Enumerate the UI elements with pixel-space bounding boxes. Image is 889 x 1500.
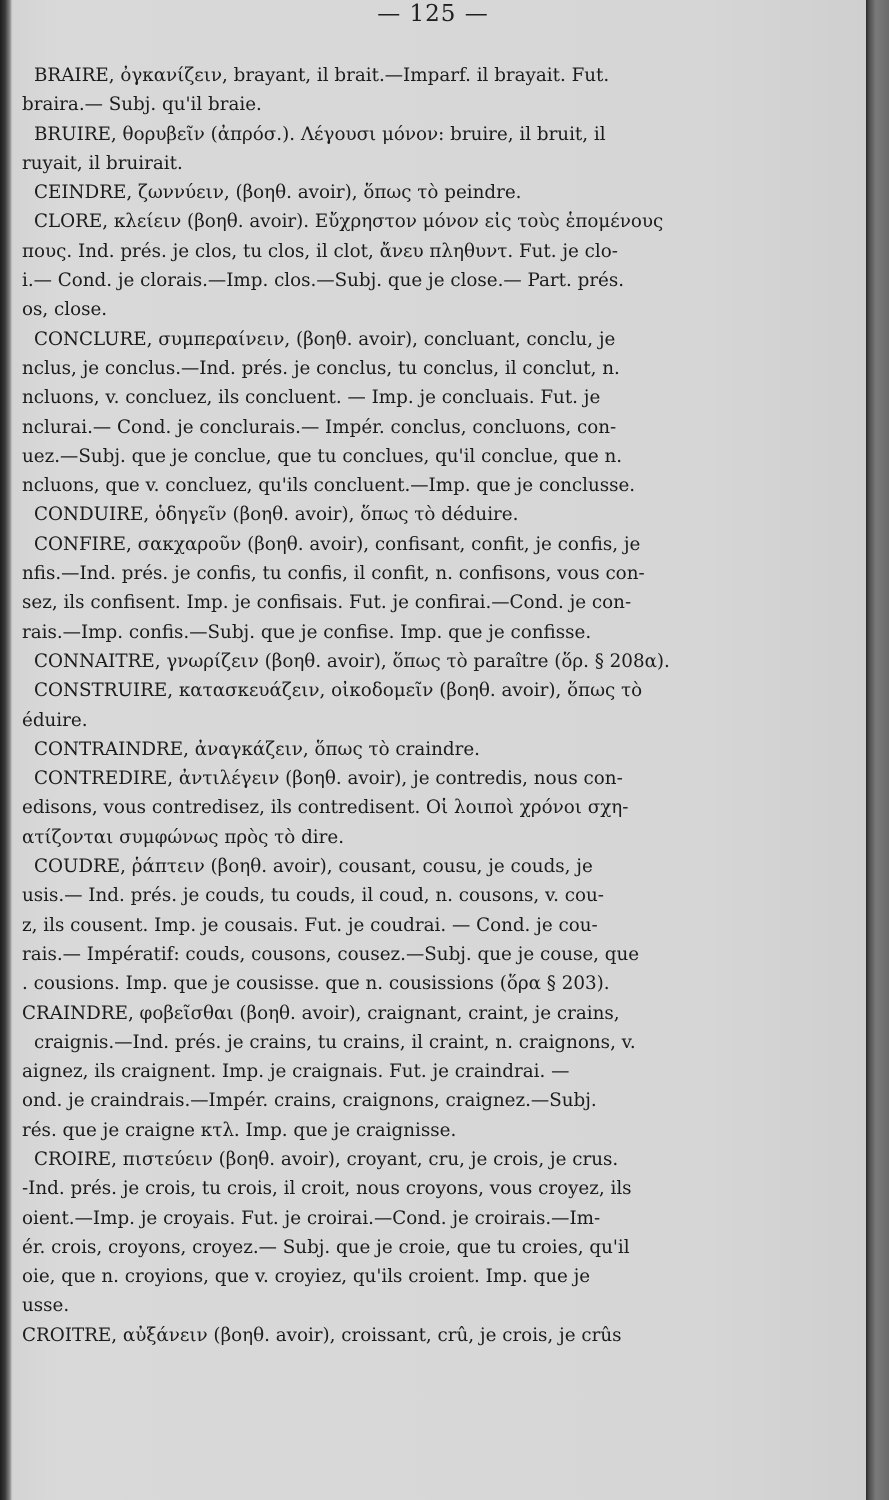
text-line: COUDRE, ῥάπτειν (βοηθ. avoir), cousant, cousu, je couds, je	[34, 856, 593, 878]
text-line: CROIRE, πιστεύειν (βοηθ. avoir), croyant, cru, je crois, je crus.	[34, 1148, 619, 1170]
text-line: πους. Ind. prés. je clos, tu clos, il clot, ἄνευ πληθυντ. Fut. je clo-	[22, 240, 618, 262]
text-line: éduire.	[22, 709, 88, 731]
text-line: rés. que je craigne κτλ. Imp. que je craignisse.	[22, 1119, 457, 1141]
text-line: nclurai.— Cond. je conclurais.— Impér. conclus, concluons, con-	[22, 416, 617, 438]
text-line: os, close.	[22, 299, 108, 321]
text-line: rais.—Imp. confis.—Subj. que je confise. Imp. que je confisse.	[22, 621, 592, 643]
text-line: nclus, je conclus.—Ind. prés. je conclus, tu conclus, il conclut, n.	[22, 357, 620, 379]
text-line: ncluons, v. concluez, ils concluent. — Imp. je concluais. Fut. je	[22, 387, 601, 409]
text-line: aignez, ils craignent. Imp. je craignais. Fut. je craindrai. —	[22, 1061, 570, 1083]
text-line: i.— Cond. je clorais.—Imp. clos.—Subj. que je close.— Part. prés.	[22, 270, 625, 292]
text-line: CONNAITRE, γνωρίζειν (βοηθ. avoir), ὅπως τὸ paraître (ὅρ. § 208α).	[34, 650, 670, 672]
page-binding-shadow	[0, 0, 12, 1500]
text-line: z, ils cousent. Imp. je cousais. Fut. je coudrai. — Cond. je cou-	[22, 914, 598, 936]
text-line: BRAIRE, ὀγκανίζειν, brayant, il brait.—Imparf. il brayait. Fut.	[34, 65, 610, 86]
text-line: CRAINDRE, φοβεῖσθαι (βοηθ. avoir), craignant, craint, je crains,	[22, 1002, 620, 1024]
text-line: uez.—Subj. que je conclue, que tu conclues, qu'il conclue, que n.	[22, 445, 623, 467]
text-line: craignis.—Ind. prés. je crains, tu crains, il craint, n. craignons, v.	[34, 1031, 636, 1053]
text-line: CONFIRE, σακχαροῦν (βοηθ. avoir), confisant, confit, je confis, je	[34, 533, 641, 555]
text-line: usis.— Ind. prés. je couds, tu couds, il coud, n. cousons, v. cou-	[22, 885, 604, 907]
text-line: oient.—Imp. je croyais. Fut. je croirai.—Cond. je croirais.—Im-	[22, 1207, 601, 1229]
text-line: -Ind. prés. je crois, tu crois, il croit, nous croyons, vous croyez, ils	[22, 1178, 632, 1200]
text-line: ncluons, que v. concluez, qu'ils concluent.—Imp. que je conclusse.	[22, 475, 636, 497]
page-body	[22, 61, 776, 1350]
text-line: CROITRE, αὐξάνειν (βοηθ. avoir), croissant, crû, je crois, je crûs	[22, 1324, 622, 1346]
text-line: CLORE, κλείειν (βοηθ. avoir). Εὔχρηστον μόνον εἰς τοὺς ἑπομένους	[34, 211, 664, 233]
text-line: CONDUIRE, ὁδηγεῖν (βοηθ. avoir), ὅπως τὸ déduire.	[34, 504, 519, 526]
text-line: CONTREDIRE, ἀντιλέγειν (βοηθ. avoir), je contredis, nous con-	[34, 768, 623, 790]
text-line: ond. je craindrais.—Impér. crains, craignons, craignez.—Subj.	[22, 1090, 597, 1112]
text-line: usse.	[22, 1295, 70, 1317]
text-line: ατίζονται συμφώνως πρὸς τὸ dire.	[22, 826, 345, 848]
text-line: oie, que n. croyions, que v. croyiez, qu'ils croient. Imp. que je	[22, 1266, 591, 1288]
text-line: CEINDRE, ζωννύειν, (βοηθ. avoir), ὅπως τὸ peindre.	[34, 182, 522, 204]
text-line: CONTRAINDRE, ἀναγκάζειν, ὅπως τὸ craindre.	[34, 738, 480, 760]
text-line: edisons, vous contredisez, ils contredisent. Οἱ λοιποὶ χρόνοι σχη-	[22, 797, 629, 819]
page-number: — 125 —	[377, 1, 489, 27]
text-line: BRUIRE, θορυβεῖν (ἀπρόσ.). Λέγουσι μόνον: bruire, il bruit, il	[34, 123, 606, 145]
text-line: ruyait, il bruirait.	[22, 152, 183, 174]
text-line: rais.— Impératif: couds, cousons, cousez.—Subj. que je couse, que	[22, 943, 640, 965]
text-line: nfis.—Ind. prés. je confis, tu confis, il confit, n. confisons, vous con-	[22, 563, 645, 585]
text-line: CONCLURE, συμπεραίνειν, (βοηθ. avoir), concluant, conclu, je	[34, 328, 616, 350]
page-edge-shadow	[866, 0, 889, 1500]
text-line: CONSTRUIRE, κατασκευάζειν, οἰκοδομεῖν (βοηθ. avoir), ὅπως τὸ	[34, 680, 643, 702]
text-line: sez, ils confisent. Imp. je confisais. Fut. je confirai.—Cond. je con-	[22, 592, 632, 614]
text-line: . cousions. Imp. que je cousisse. que n. cousissions (ὅρα § 203).	[22, 973, 610, 995]
text-line: ér. crois, croyons, croyez.— Subj. que je croie, que tu croies, qu'il	[22, 1236, 630, 1258]
text-line: braira.— Subj. qu'il braie.	[22, 94, 262, 116]
